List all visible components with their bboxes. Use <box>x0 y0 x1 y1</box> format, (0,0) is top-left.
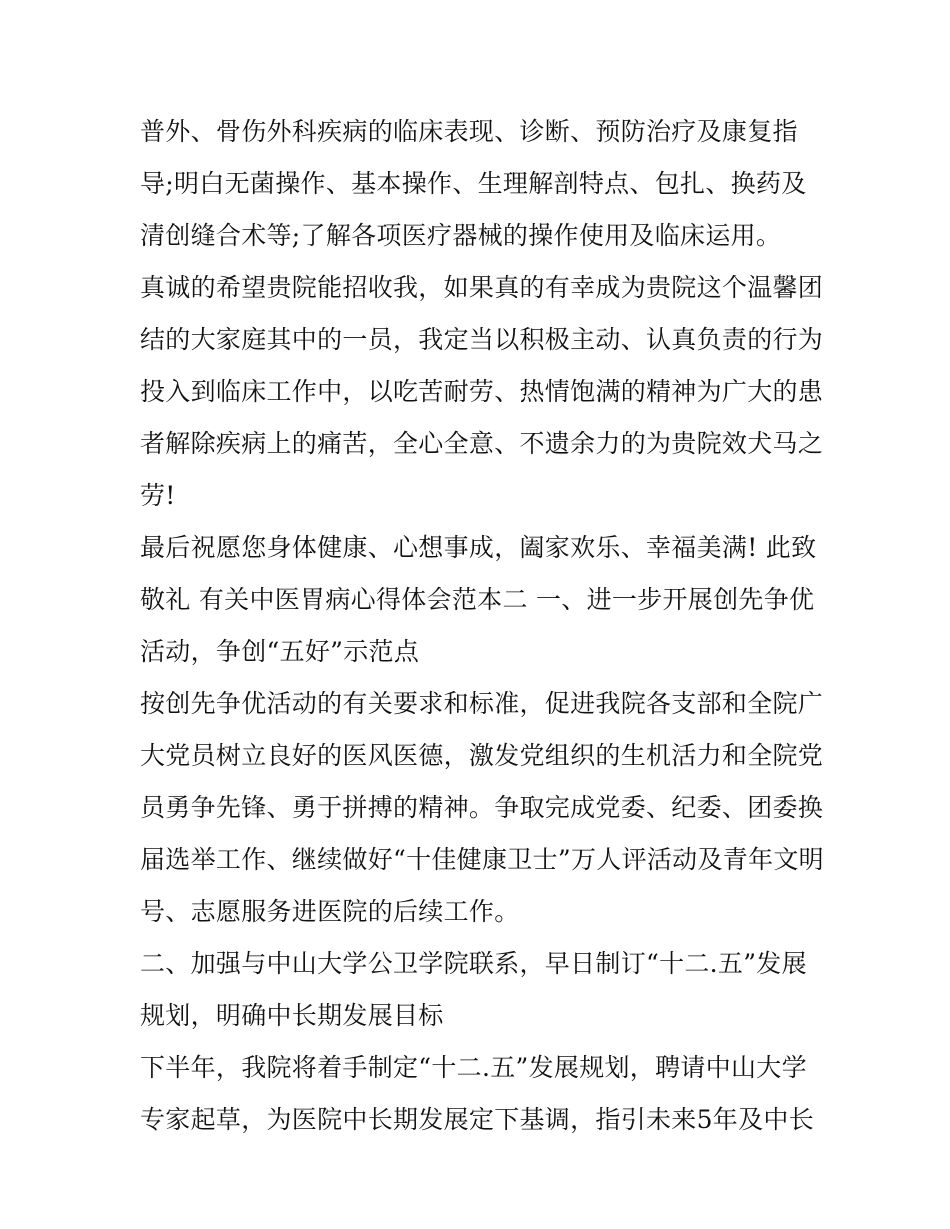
text-line: 敬礼 有关中医胃病心得体会范本二 一、进一步开展创先争优 <box>140 585 815 614</box>
text-line: 清创缝合术等;了解各项医疗器械的操作使用及临床运用。 <box>140 221 782 250</box>
text-line: 规划，明确中长期发展目标 <box>140 1001 444 1030</box>
text-line: 者解除疾病上的痛苦，全心全意、不遗余力的为贵院效犬马之 <box>140 429 824 458</box>
text-line: 结的大家庭其中的一员，我定当以积极主动、认真负责的行为 <box>140 325 824 354</box>
text-line: 劳! <box>140 481 176 510</box>
document-body <box>140 106 824 1146</box>
text-line: 届选举工作、继续做好“十佳健康卫士”万人评活动及青年文明 <box>140 845 824 874</box>
text-line: 按创先争优活动的有关要求和标准，促进我院各支部和全院广 <box>140 689 824 718</box>
text-line: 大党员树立良好的医风医德，激发党组织的生机活力和全院党 <box>140 741 824 770</box>
text-line: 普外、骨伤外科疾病的临床表现、诊断、预防治疗及康复指 <box>140 117 798 146</box>
text-line: 活动，争创“五好”示范点 <box>140 637 420 666</box>
text-line: 投入到临床工作中，以吃苦耐劳、热情饱满的精神为广大的患 <box>140 377 824 406</box>
text-line: 最后祝愿您身体健康、心想事成，阖家欢乐、幸福美满! 此致 <box>140 533 817 562</box>
text-line: 导;明白无菌操作、基本操作、生理解剖特点、包扎、换药及 <box>140 169 807 198</box>
text-line: 二、加强与中山大学公卫学院联系，早日制订“十二.五”发展 <box>140 949 807 978</box>
text-line: 员勇争先锋、勇于拼搏的精神。争取完成党委、纪委、团委换 <box>140 793 824 822</box>
text-line: 下半年，我院将着手制定“十二.五”发展规划，聘请中山大学 <box>140 1053 807 1082</box>
text-line: 真诚的希望贵院能招收我，如果真的有幸成为贵院这个温馨团 <box>140 273 824 302</box>
text-line: 专家起草，为医院中长期发展定下基调，指引未来5年及中长 <box>140 1105 815 1134</box>
text-line: 号、志愿服务进医院的后续工作。 <box>140 897 520 926</box>
